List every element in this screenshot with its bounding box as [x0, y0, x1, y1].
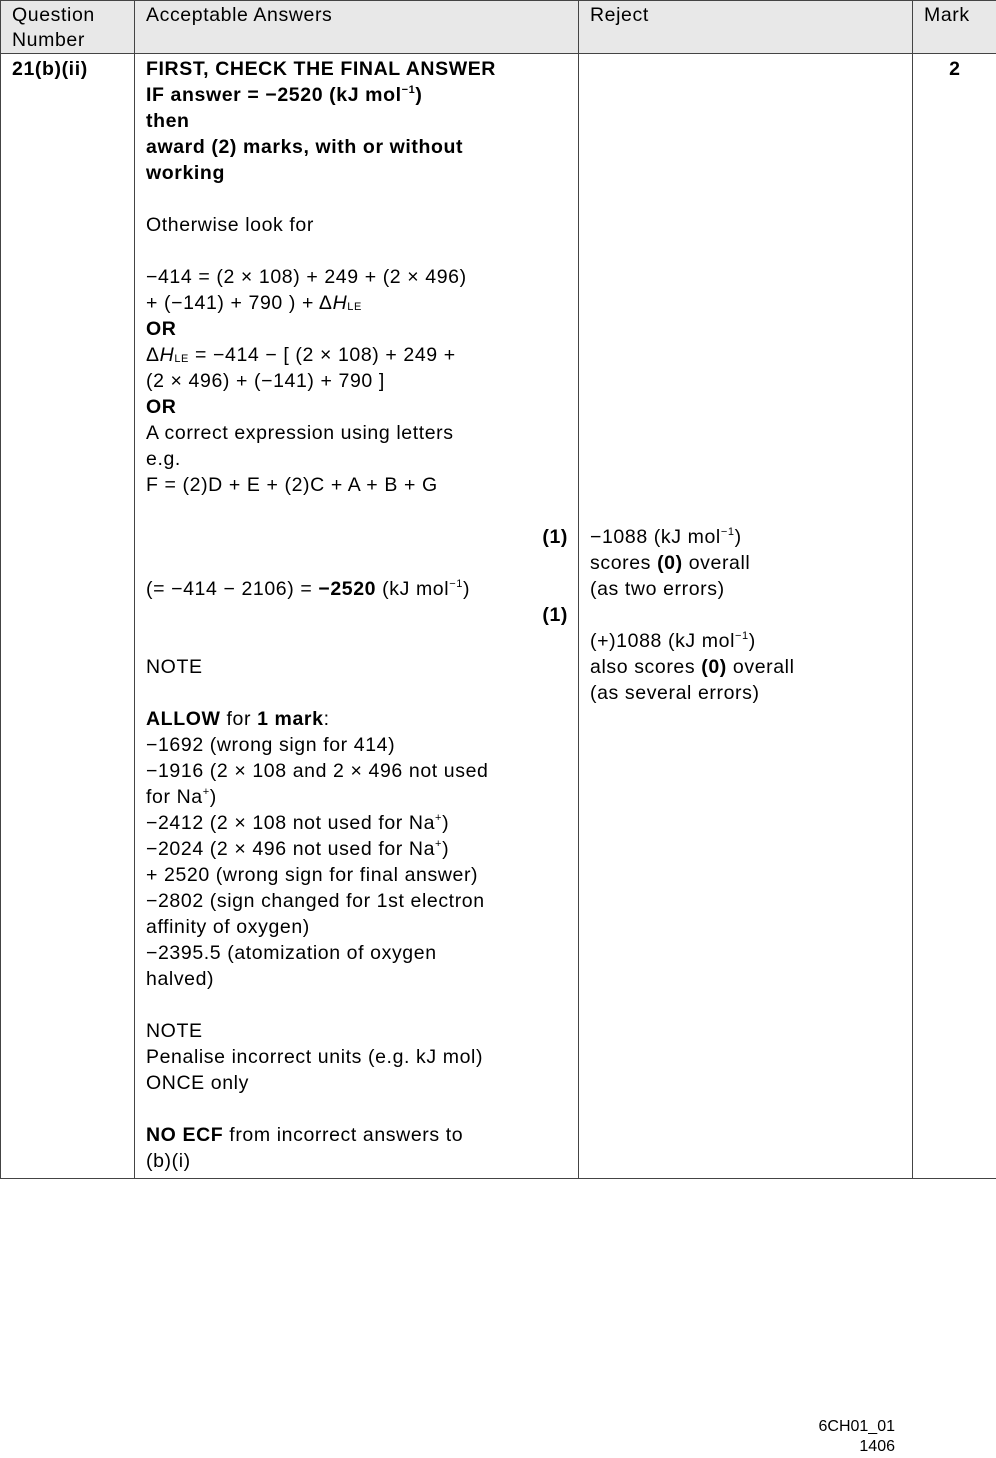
- no-ecf-line-1: NO ECF from incorrect answers to: [146, 1122, 568, 1148]
- equation-1-line-1: −414 = (2 × 108) + 249 + (2 × 496): [146, 264, 568, 290]
- check-line-5: working: [146, 160, 568, 186]
- allow-item: halved): [146, 966, 568, 992]
- final-answer-line: (= −414 − 2106) = −2520 (kJ mol$^{-1}$): [146, 576, 568, 602]
- header-question-number: Question Number: [1, 1, 135, 54]
- allow-item: −2802 (sign changed for 1st electron: [146, 888, 568, 914]
- paper-code: 6CH01_01: [819, 1416, 896, 1438]
- or-label-1: OR: [146, 316, 568, 342]
- otherwise-text: Otherwise look for: [146, 212, 568, 238]
- allow-item: for Na+): [146, 784, 568, 810]
- check-line-3: then: [146, 108, 568, 134]
- header-row: [1, 1, 996, 54]
- check-line-2: IF answer = −2520 (kJ mol$^{-1}$): [146, 82, 568, 108]
- session-code: 1406: [859, 1436, 895, 1458]
- acceptable-answers-cell: [135, 54, 579, 1179]
- allow-item: −2395.5 (atomization of oxygen: [146, 940, 568, 966]
- penalise-line-2: ONCE only: [146, 1070, 568, 1096]
- reject-line-2: scores (0) overall: [590, 550, 902, 576]
- reject-line-1: −1088 (kJ mol$^{-1}$): [590, 524, 902, 550]
- or-label-2: OR: [146, 394, 568, 420]
- note-label-1: NOTE: [146, 654, 568, 680]
- letters-line-1: A correct expression using letters: [146, 420, 568, 446]
- equation-2-line-2: (2 × 496) + (−141) + 790 ]: [146, 368, 568, 394]
- mark-value: 2: [949, 58, 960, 80]
- question-number: 21(b)(ii): [12, 58, 88, 80]
- reject-line-6: (as several errors): [590, 680, 902, 706]
- allow-item: affinity of oxygen): [146, 914, 568, 940]
- allow-item: −1692 (wrong sign for 414): [146, 732, 568, 758]
- equation-2-line-1: $\Delta H_{LE} = -414$ − [ (2 × 108) + 249 +: [146, 342, 568, 368]
- reject-cell: [579, 54, 913, 1179]
- mark-2: (1): [146, 602, 568, 628]
- penalise-line-1: Penalise incorrect units (e.g. kJ mol): [146, 1044, 568, 1070]
- allow-item: −1916 (2 × 108 and 2 × 496 not used: [146, 758, 568, 784]
- header-reject: Reject: [579, 1, 913, 54]
- reject-line-3: (as two errors): [590, 576, 902, 602]
- letters-line-3: F = (2)D + E + (2)C + A + B + G: [146, 472, 568, 498]
- letters-line-2: e.g.: [146, 446, 568, 472]
- check-line-4: award (2) marks, with or without: [146, 134, 568, 160]
- allow-item: −2024 (2 × 496 not used for Na+): [146, 836, 568, 862]
- equation-1-line-2: + (−141) + 790 ) + $\Delta H_{LE}$: [146, 290, 568, 316]
- mark-1: (1): [146, 524, 568, 550]
- header-acceptable-answers: Acceptable Answers: [135, 1, 579, 54]
- reject-line-5: also scores (0) overall: [590, 654, 902, 680]
- no-ecf-line-2: (b)(i): [146, 1148, 568, 1174]
- reject-line-4: (+)1088 (kJ mol$^{-1}$): [590, 628, 902, 654]
- question-number-cell: [1, 54, 135, 1179]
- question-row: [1, 54, 996, 1179]
- allow-item: + 2520 (wrong sign for final answer): [146, 862, 568, 888]
- allow-heading: ALLOW for 1 mark:: [146, 706, 568, 732]
- header-mark: Mark: [913, 1, 996, 54]
- mark-cell: [913, 54, 996, 1179]
- note-label-2: NOTE: [146, 1018, 568, 1044]
- allow-item: −2412 (2 × 108 not used for Na+): [146, 810, 568, 836]
- check-line-1: FIRST, CHECK THE FINAL ANSWER: [146, 56, 568, 82]
